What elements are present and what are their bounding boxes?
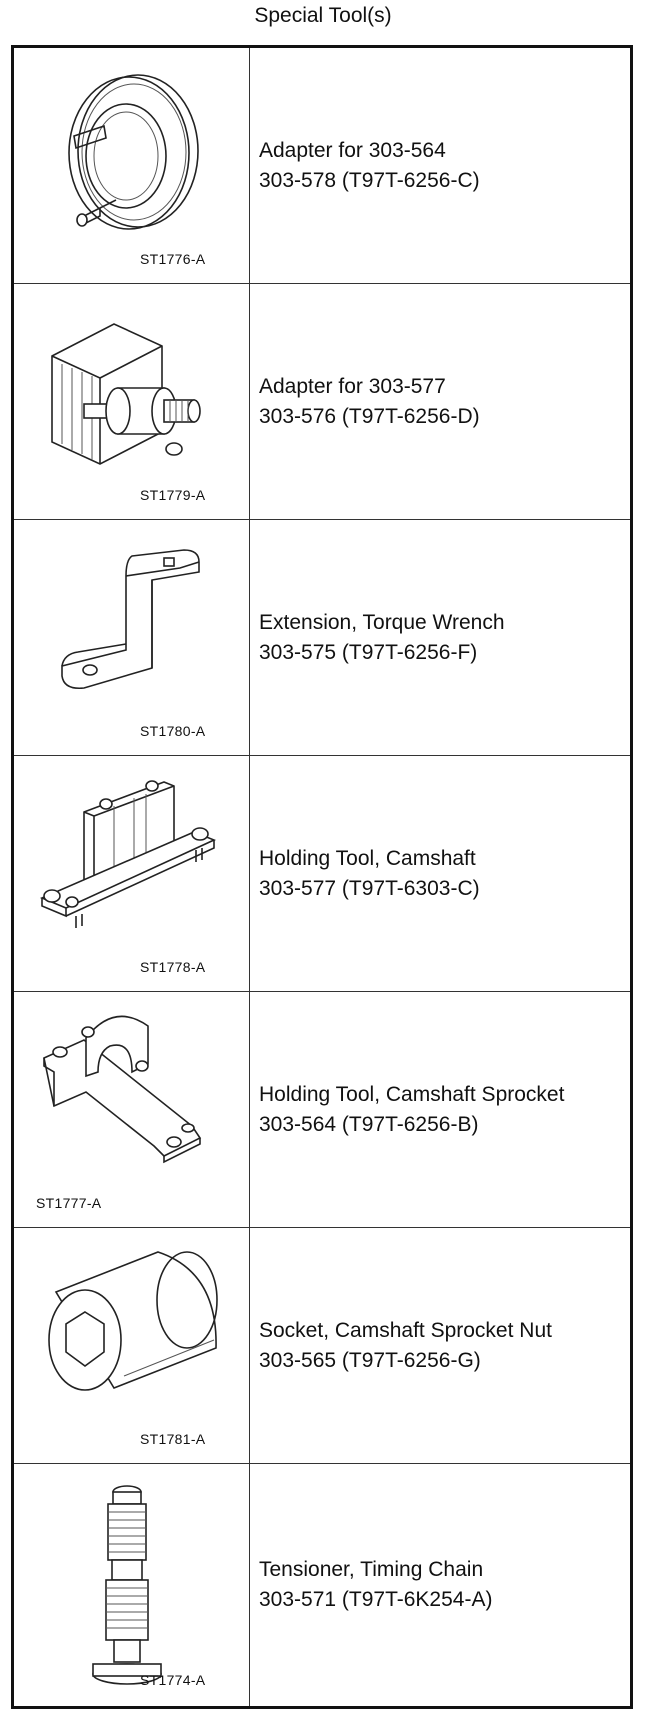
tool-description: [259, 48, 480, 283]
tool-name: Socket, Camshaft Sprocket Nut: [259, 1318, 552, 1342]
page-title: Special Tool(s): [254, 4, 392, 27]
tool-description: [259, 1228, 552, 1463]
tool-description: [259, 284, 480, 519]
hex-socket-icon: [14, 1228, 250, 1464]
tool-code: ST1779-A: [140, 487, 206, 503]
tool-illustration-cell: [14, 520, 250, 755]
tool-illustration-cell: [14, 48, 250, 283]
tool-illustration-cell: [14, 1464, 250, 1706]
table-row: [14, 48, 630, 284]
tool-number: 303-578 (T97T-6256-C): [259, 168, 480, 192]
camshaft-holding-tool-icon: [14, 756, 250, 992]
table-row: [14, 1228, 630, 1464]
tool-number: 303-565 (T97T-6256-G): [259, 1348, 481, 1372]
tool-number: 303-575 (T97T-6256-F): [259, 640, 478, 664]
tool-illustration-cell: [14, 756, 250, 991]
tool-number: 303-564 (T97T-6256-B): [259, 1112, 479, 1136]
table-row: [14, 520, 630, 756]
tool-number: 303-577 (T97T-6303-C): [259, 876, 480, 900]
table-row: [14, 992, 630, 1228]
tool-description: [259, 992, 564, 1227]
table-row: [14, 1464, 630, 1706]
pulley-adapter-icon: [14, 48, 250, 284]
tool-description: [259, 756, 480, 991]
special-tools-table: [11, 45, 633, 1709]
tool-name: Adapter for 303-564: [259, 138, 446, 162]
tool-code: ST1781-A: [140, 1431, 206, 1447]
timing-chain-tensioner-icon: [14, 1464, 250, 1706]
table-row: [14, 756, 630, 992]
tool-description: [259, 520, 505, 755]
tool-illustration-cell: [14, 1228, 250, 1463]
torque-wrench-extension-icon: [14, 520, 250, 756]
block-adapter-icon: [14, 284, 250, 520]
tool-illustration-cell: [14, 284, 250, 519]
tool-name: Holding Tool, Camshaft: [259, 846, 476, 870]
tool-number: 303-576 (T97T-6256-D): [259, 404, 480, 428]
tool-code: ST1774-A: [140, 1672, 206, 1688]
tool-code: ST1780-A: [140, 723, 206, 739]
tool-code: ST1776-A: [140, 251, 206, 267]
tool-name: Holding Tool, Camshaft Sprocket: [259, 1082, 565, 1106]
table-row: [14, 284, 630, 520]
tool-description: [259, 1464, 492, 1706]
tool-code: ST1777-A: [36, 1195, 102, 1211]
sprocket-holding-tool-icon: [14, 992, 250, 1228]
tool-name: Tensioner, Timing Chain: [259, 1558, 484, 1581]
tool-name: Adapter for 303-577: [259, 374, 446, 398]
tool-name: Extension, Torque Wrench: [259, 610, 505, 634]
tool-number: 303-571 (T97T-6K254-A): [259, 1588, 493, 1611]
tool-illustration-cell: [14, 992, 250, 1227]
tool-code: ST1778-A: [140, 959, 206, 975]
